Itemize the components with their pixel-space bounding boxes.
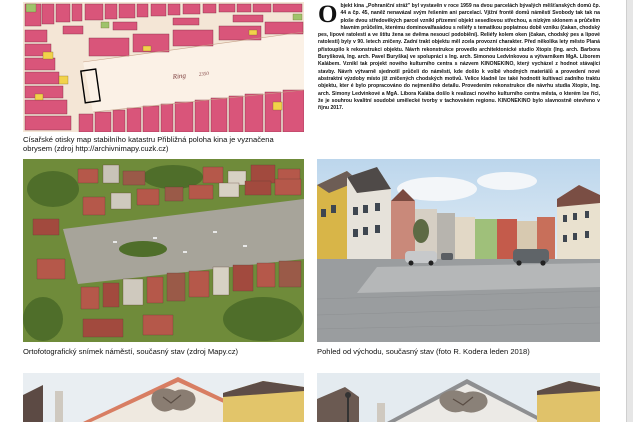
cadastral-map-image [23,2,304,132]
article-body: bjekt kina „Pohraniční stráž" byl vystavěn v roce 1959 na dvou parcelách bývalých měšťanských domů čp. 44 a čp. 45, naněž nenavázal svým řešením ani parcelací. Vjižní frontě domů náměstí Svobody tak tak na ploše dvou středověkých parcel vznikl přízemní objekt sesedlovou střechou, a nízkým sklonem a průčelím hlavním průčelím, kterému dominovalfasádou s reliéfy s tematikou poplatnou době vzniku (čakan, chodský pes, lipové ratolesti a ve štítu žena se dvěma nesoucí podobiění). Reliéfy kolem oken (čakan, chodský pes a lipové ratolesti) byly v 90. letech zničeny. Zadní trakt objektu měl zcela provozní charakter. Před několika lety město Planá přistoupilo k rekonstrukci objektu. Návrh rekonstrukce provedlo architektonické studio Xtopix (Ing. arch. Barbora Buryšková, Ing. arch. Pavel Buryška) ve spolupráci s Ing. arch. Simonou Ledvinkovou a výtvarníkem MgA. Liborem Kalábem. Vznikl tak projekt nového kulturního centra s názvem KINONEKINO, který vycházel z hodnot stávající stavby. Návrh výtvarně sjednotil průčelí do náměstí, kde došlo k volbě vhodných materiálů a provedení nové abstraktní výzdoby místo již zničených chodských motivů. Velice kladně lze také hodnotit kultivaci zadního traktu objektu, kter é bylo propracováno do nejmenšího detailu. Provedením rekonstrukce dle návrhu studia Xtopix, Ing. arch. Simony Ledvinkové a MgA. Libora Kalába došlo k realizaci nového kulturního centra města, o kterém lze říci, že je souhrou kvalitní soudobé umělecké tvorby v tachovském regionu. KINONEKINO bylo slavnostně otevřeno v říjnu 2017. [318,3,600,112]
map-number-label: 2350 [198,71,210,78]
facade-photo-right-drawing [317,373,600,422]
facade-photo-left-drawing [23,373,304,422]
cadastral-map-drawing [23,2,304,132]
street-photo-image [317,159,600,342]
orthophoto-drawing [23,159,304,342]
facade-photo-left [23,373,304,422]
article-text [318,3,600,153]
page-edge [626,0,633,422]
street-photo-caption: Pohled od východu, současný stav (foto R. Kodera leden 2018) [317,347,530,356]
map-ring-label: Ring [172,71,187,81]
facade-photo-right [317,373,600,422]
map-caption: Císařské otisky map stabilního katastru Přibližná poloha kina je vyznačena obrysem (zdroj http://archivnimapy.cuzk.cz) [23,135,274,154]
street-photo-drawing [317,159,600,342]
article-dropcap: O [318,3,338,28]
orthophoto-image [23,159,304,342]
orthophoto-caption: Ortofotografický snímek náměstí, současný stav (zdroj Mapy.cz) [23,347,239,356]
